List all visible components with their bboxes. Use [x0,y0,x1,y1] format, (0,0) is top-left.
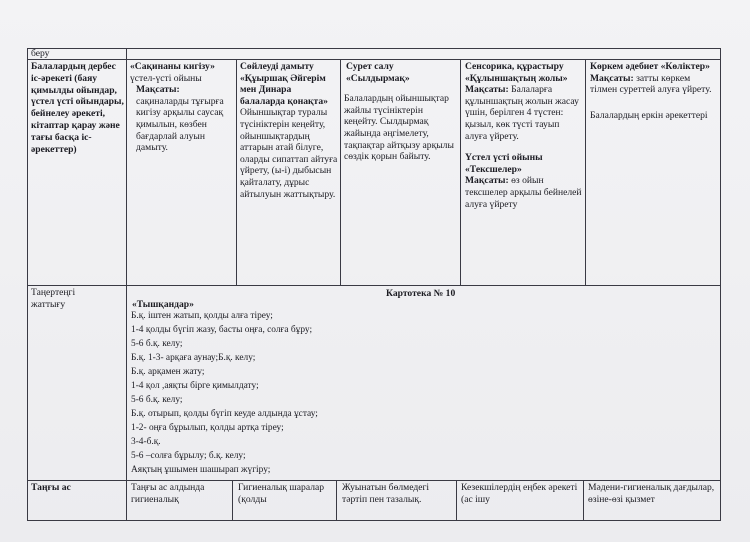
activity-5-goal-label: Мақсаты: [590,72,634,84]
card-number: Картотека № 10 [386,288,456,299]
rule-col-3 [340,59,341,285]
exercise-line: Б.қ. отырып, қолды бүгіп кеуде алдында ұстау; [131,409,318,419]
exercise-line: 5-6 б.қ. келу; [131,395,183,405]
morning-exercise-label: Таңертеңгі жаттығу [31,287,76,310]
rule-col-5b [583,480,584,520]
activity-col-5 [590,61,718,121]
exercise-line: 1-4 қол ,аяқты бірге қимылдату; [131,381,259,391]
top-row-label: беру [31,48,50,59]
exercise-line: 3-4-б.қ. [131,437,161,447]
activity-col-3 [344,61,456,163]
activity-1-goal-label: Мақсаты: [136,84,180,96]
rule-right [720,48,721,520]
activity-2-title: Сөйлеуді дамыту «Құыршақ Әйгерім мен Динара балаларда қонақта» [240,61,328,107]
breakfast-col-4: Кезекшілердің еңбек әрекеті (ас ішу [461,482,578,505]
rule-col-4b [456,480,457,520]
breakfast-col-5: Мәдени-гигиеналық дағдылар, өзіне-өзі қызмет [588,482,715,505]
activity-1-goal-text: сақиналарды тұғырға кигізу арқылы саусақ қимылын, көзбен бағдарлай алуын дамыту. [136,95,224,154]
rule-col-2 [236,59,237,285]
breakfast-col-2: Гигиеналық шаралар (қолды [238,482,325,505]
rule-col-3b [336,480,337,520]
activity-5-title: Көркем әдебиет «Көліктер» [590,61,710,72]
activity-3-body: Балалардың ойыншықтар жайлы түсініктерін кеңейту. Сылдырмақ жайында әңгімелету, тақпақтар айтқызу арқылы сөздік қорын байыту. [344,93,454,163]
activity-3-title: Сурет салу «Сылдырмақ» [346,61,410,84]
rule-bottom [27,520,721,521]
breakfast-col-3: Жуынатын бөлмедегі тәртіп пен тазалық. [342,482,430,505]
exercise-title: «Тышқандар» [132,299,194,310]
activity-5-goal-text: затты көркем тілмен суреттей алуға үйрету. [590,72,712,96]
rule-col-2b [232,480,233,520]
rule-col-5 [585,59,586,285]
breakfast-col-1: Таңғы ас алдында гигиеналық [131,482,205,505]
exercise-line: Аяқтың ұшымен шашырап жүгіру; [131,465,271,475]
independent-activity-label: Балалардың дербес іс-әрекеті (баяу қимылды ойындар, үстел үсті ойындары, бейнелеу әрекеті, кітаптар қарау және тағы басқа іс-әрекеттер) [31,61,124,155]
rule-after-exercise [27,480,721,481]
breakfast-label: Таңғы ас [31,482,71,493]
rule-col-4 [460,59,461,285]
activity-1-subtitle: үстел-үсті ойыны [130,72,202,84]
activity-col-4 [465,61,582,210]
activity-4-extra-goal-label: Мақсаты: [465,175,509,187]
exercise-line: Б.қ. 1-3- арқаға аунау;Б.қ. келу; [131,353,256,363]
activity-1-title: «Сақинаны кигізу» [130,61,215,72]
rule-after-top-row [27,59,721,60]
activity-5-extra-text: Балалардың еркін әрекеттері [590,109,708,121]
rule-left [27,48,28,520]
activity-col-2 [240,61,338,200]
rule-label-col [126,48,127,520]
exercise-line: 1-2- оңға бұрылып, қолды артқа тіреу; [131,423,284,433]
activity-4-title: Сенсорика, құрастыру «Құлыншақтың жолы» [465,61,568,84]
activity-4-extra-goal-text: өз ойын тексшелер арқылы бейнелей алуға үйрету [465,175,582,210]
activity-4-goal-label: Мақсаты: [465,84,509,96]
rule-after-activities [27,285,721,286]
exercise-line: 5-6 –солға бұрылу; б.қ. келу; [131,451,246,461]
exercise-line: Б.қ. арқамен жату; [131,367,205,377]
activity-2-body: Ойыншықтар туралы түсініктерін кеңейту, ойыншықтардың аттарын атай білуге, оларды сипаттап айтуға үйрету, (ы-і) дыбысын қайталату, дұрыс айтылуын жаттықтыру. [240,107,338,200]
exercise-line: Б.қ. іштен жатып, қолды алға тіреу; [131,311,273,321]
activity-4-extra-title: Үстел үсті ойыны «Тексшелер» [465,152,543,175]
rule-top [27,48,721,49]
activity-4-goal-text: Балаларға құлыншақтың жолын жасау үшін, берілген 4 түстен: қызыл, көк түсті тауып алуға үйрету. [465,84,579,142]
exercise-line: 5-6 б.қ. келу; [131,339,183,349]
activity-col-1 [130,61,234,154]
exercise-line: 1-4 қолды бүгіп жазу, басты оңға, солға бұру; [131,325,313,335]
